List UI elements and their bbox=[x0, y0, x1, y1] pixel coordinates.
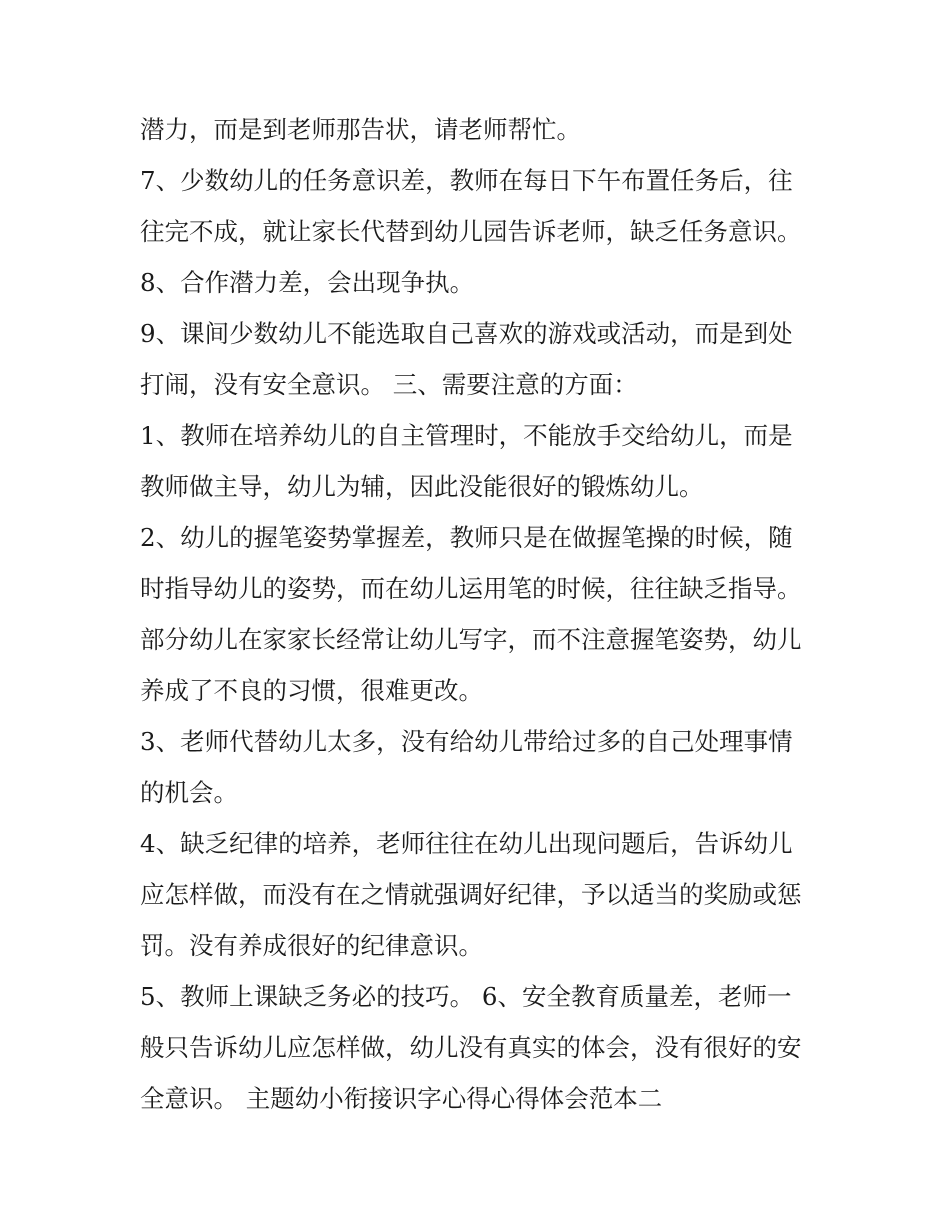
text-line: 7、少数幼儿的任务意识差，教师在每日下午布置任务后，往 bbox=[140, 166, 793, 195]
text-line: 应怎样做，而没有在之情就强调好纪律，予以适当的奖励或惩 bbox=[140, 880, 802, 909]
text-line: 1、教师在培养幼儿的自主管理时，不能放手交给幼儿，而是 bbox=[140, 421, 793, 450]
text-line: 部分幼儿在家家长经常让幼儿写字，而不注意握笔姿势，幼儿 bbox=[140, 625, 802, 654]
text-line: 潜力，而是到老师那告状，请老师帮忙。 bbox=[140, 115, 581, 144]
text-line: 4、缺乏纪律的培养，老师往往在幼儿出现问题后，告诉幼儿 bbox=[140, 829, 793, 858]
text-line: 8、合作潜力差，会出现争执。 bbox=[140, 268, 475, 297]
text-line: 罚。没有养成很好的纪律意识。 bbox=[140, 931, 483, 960]
text-line: 的机会。 bbox=[140, 778, 238, 807]
text-line: 般只告诉幼儿应怎样做，幼儿没有真实的体会，没有很好的安 bbox=[140, 1033, 802, 1062]
text-line: 5、教师上课缺乏务必的技巧。 6、安全教育质量差，老师一 bbox=[140, 982, 792, 1011]
text-line: 打闹，没有安全意识。 三、需要注意的方面： bbox=[140, 370, 638, 399]
text-line: 全意识。 主题幼小衔接识字心得心得体会范本二 bbox=[140, 1084, 663, 1113]
text-line: 往完不成，就让家长代替到幼儿园告诉老师，缺乏任务意识。 bbox=[140, 217, 802, 246]
text-line: 时指导幼儿的姿势，而在幼儿运用笔的时候，往往缺乏指导。 bbox=[140, 574, 802, 603]
text-line: 3、老师代替幼儿太多，没有给幼儿带给过多的自己处理事情 bbox=[140, 727, 793, 756]
text-line: 教师做主导，幼儿为辅，因此没能很好的锻炼幼儿。 bbox=[140, 472, 704, 501]
document-body bbox=[140, 104, 820, 1124]
text-line: 2、幼儿的握笔姿势掌握差，教师只是在做握笔操的时候，随 bbox=[140, 523, 793, 552]
text-line: 养成了不良的习惯，很难更改。 bbox=[140, 676, 483, 705]
text-line: 9、课间少数幼儿不能选取自己喜欢的游戏或活动，而是到处 bbox=[140, 319, 793, 348]
